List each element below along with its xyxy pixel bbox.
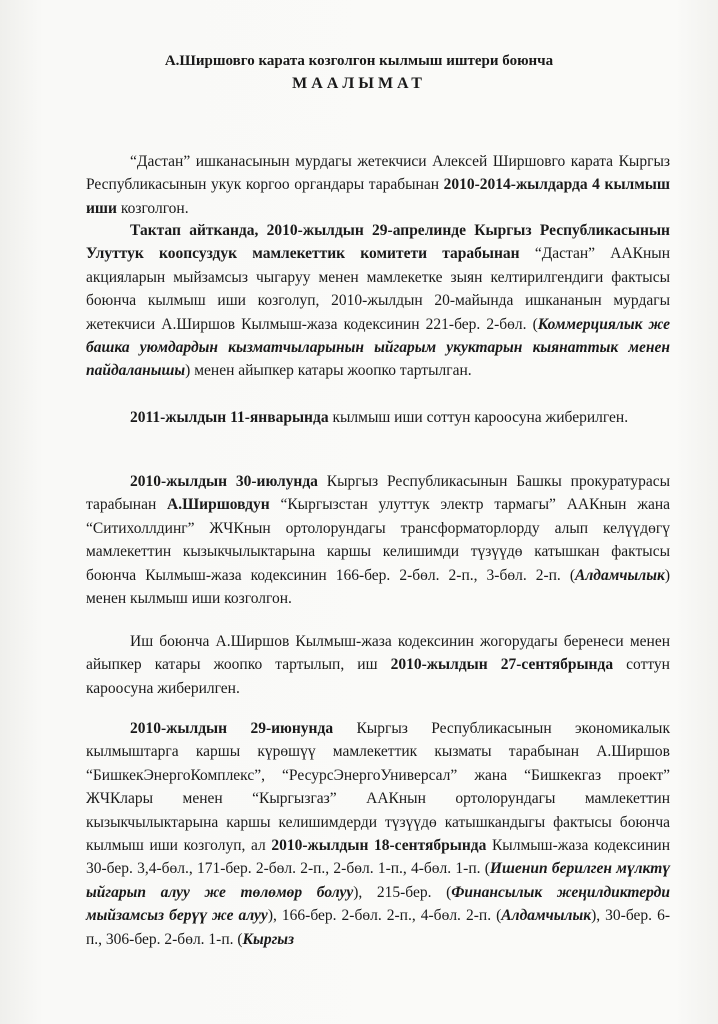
paragraph-2: Тактап айтканда, 2010-жылдын 29-апрелинде Кыргыз Республикасынын Улуттук коопсуздук мамлекеттик комитети тарабынан “Дастан” ААКнын акцияларын мыйзамсыз чыгаруу менен мамлекетке зыян келтирилгендиги фактысы боюнча кылмыш иши козголуп, 2010-жылдын 20-майында ишкананын мурдагы жетекчиси А.Ширшов Кылмыш-жаза кодексинин 221-бер. 2-бөл. (Коммерциялык же башка уюмдардын кызматчыларынын ыйгарым укуктарын кыянаттык менен пайдаланышы) менен айыпкер катары жоопко тартылган.	[86, 222, 670, 380]
paragraph-1: “Дастан” ишканасынын мурдагы жетекчиси Алексей Ширшовго карата Кыргыз Республикасынын укук коргоо органдары тарабынан 2010-2014-жылдарда 4 кылмыш иши козголгон.	[86, 153, 670, 217]
paragraph-3: 2011-жылдын 11-январында кылмыш иши соттун кароосуна жиберилген.	[130, 409, 629, 426]
paragraph-6: 2010-жылдын 29-июнунда Кыргыз Республикасынын экономикалык кылмыштарга каршы күрөшүү мамлекеттик кызматы тарабынан А.Ширшов “БишкекЭнергоКомплекс”, “РесурсЭнергоУниверсал” жана “Бишкекгаз проект” ЖЧКлары менен “Кыргызгаз” ААКнын ортолорундагы мамлекеттин кызыкчылыктарына каршы келишимдерди түзүүдө катышкандыгы фактысы боюнча кылмыш иши козголуп, ал 2010-жылдын 18-сентябрында Кылмыш-жаза кодексинин 30-бер. 3,4-бөл., 171-бер. 2-бөл. 2-п., 2-бөл. 1-п., 4-бөл. 1-п. (Ишенип берилген мүлктү ыйгарып алуу же төлөмөр болуу), 215-бер. (Финансылык жеңилдиктерди мыйзамсыз берүү же алуу), 166-бер. 2-бөл. 2-п., 4-бөл. 2-п. (Алдамчылык), 30-бер. 6-п., 306-бер. 2-бөл. 1-п. (Кыргыз	[86, 720, 671, 948]
paragraph-5: Иш боюнча А.Ширшов Кылмыш-жаза кодексинин жогорудагы беренеси менен айыпкер катары жоопко тартылып, иш 2010-жылдын 27-сентябрында соттун кароосуна жиберилген.	[86, 633, 670, 697]
document-subtitle: МААЛЫМАТ	[292, 75, 426, 92]
paragraph-4: 2010-жылдын 30-июлунда Кыргыз Республикасынын Башкы прокуратурасы тарабынан А.Ширшовдун “Кыргызстан улуттук электр тармагы” ААКнын жана “Ситихоллдинг” ЖЧКнын ортолорундагы трансформаторлорду алып келүүдөгү мамлекеттин кызыкчылыктарына каршы келишимди түзүүдө катышкан фактысы боюнча Кылмыш-жаза кодексинин 166-бер. 2-бөл. 2-п., 3-бөл. 2-п. (Алдамчылык) менен кылмыш иши козголгон.	[86, 473, 670, 608]
document-title: А.Ширшовго карата козголгон кылмыш иштери боюнча	[164, 53, 554, 69]
